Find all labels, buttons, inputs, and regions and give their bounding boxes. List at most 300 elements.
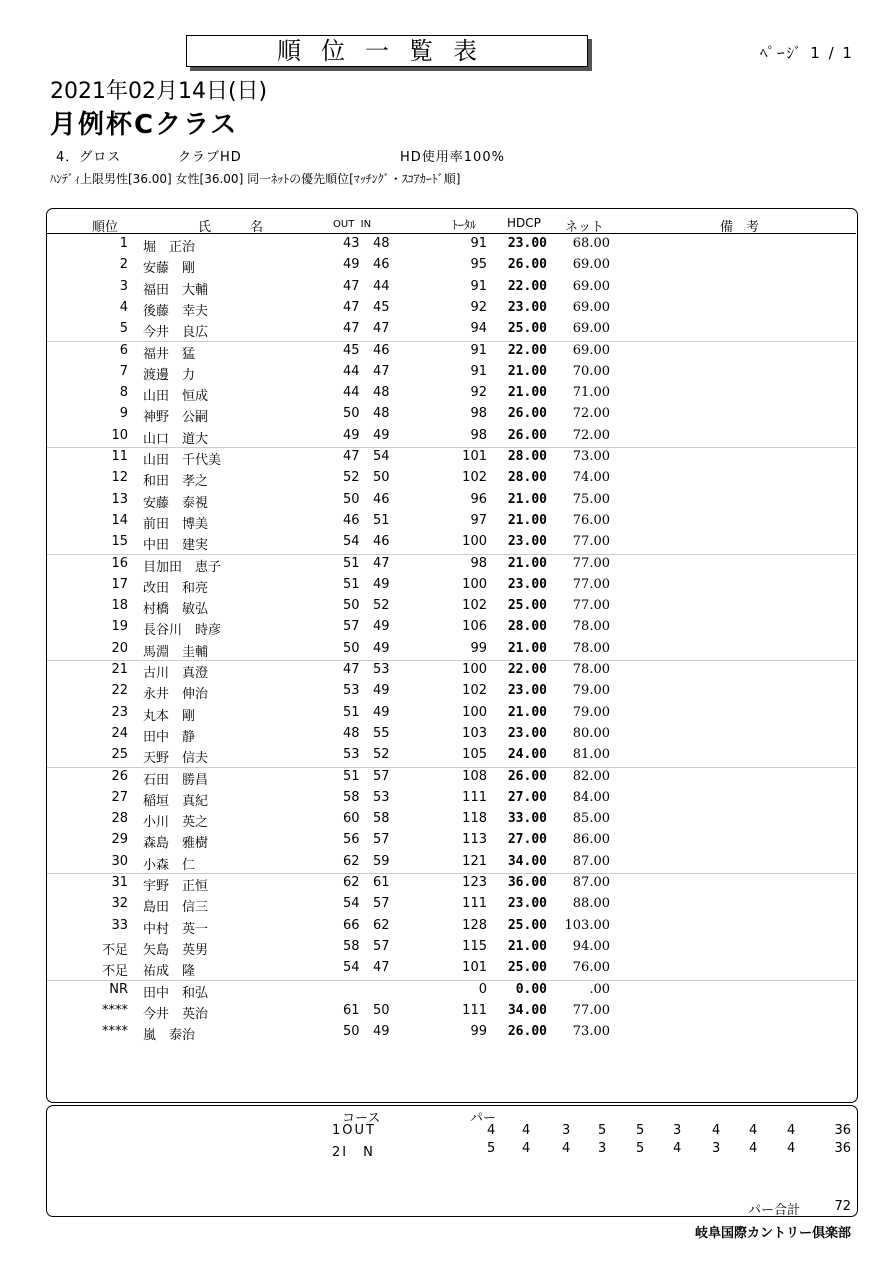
cell-rank: 11 [111,449,128,464]
cell-name: 目加田 恵子 [143,559,222,575]
table-row [0,298,893,319]
cell-name: 今井 英治 [143,1006,209,1022]
cell-rank: 不足 [101,964,128,980]
cell-net: 68.00 [572,236,610,251]
cell-net: 78.00 [572,662,610,677]
cell-hdcp: 33.00 [507,811,547,827]
cell-name: 和田 孝之 [143,474,209,490]
cell-name: 渡邊 力 [143,367,196,383]
cell-name: 小森 仁 [143,857,196,873]
cell-rank: 9 [119,406,128,422]
cell-name: 丸本 剛 [143,708,196,724]
cell-in: 52 [373,598,390,614]
cell-in: 58 [373,811,390,827]
cell-in: 44 [373,278,390,294]
cell-out: 54 [343,534,360,550]
table-row [0,319,893,340]
cell-net: 71.00 [572,385,610,401]
cell-name: 安藤 剛 [143,261,196,277]
cell-in: 47 [373,321,390,337]
cell-in: 49 [373,683,390,699]
cell-in: 61 [373,875,390,890]
col-name-header: 氏 名 [198,220,264,235]
cell-in: 48 [373,406,390,422]
cell-net: 77.00 [572,534,610,550]
cell-rank: 14 [111,512,128,528]
cell-in: 57 [373,768,390,784]
cell-rank: 6 [119,342,128,358]
organization-name: 岐阜国際カントリー倶楽部 [694,1226,851,1241]
hole-par: 4 [712,1123,721,1138]
cell-rank: 23 [111,704,128,720]
col-hdcp-header: HDCP [507,216,541,230]
cell-rank: 3 [119,278,128,294]
cell-rank: 17 [111,576,128,592]
hole-par: 3 [673,1123,682,1138]
cell-hdcp: 21.00 [507,555,547,571]
col-net-header: ネット [565,220,605,235]
col-outin-header: OUT IN [333,219,372,230]
cell-net: 77.00 [572,598,610,614]
cell-out: 45 [343,342,360,358]
cell-name: 堀 正治 [143,240,196,255]
cell-total: 97 [470,512,487,528]
cell-hdcp: 25.00 [507,598,547,614]
cell-net: 72.00 [572,427,610,443]
cell-net: 78.00 [572,619,610,635]
cell-name: 森島 雅樹 [143,836,209,852]
cell-total: 111 [462,789,487,805]
cell-total: 91 [470,278,487,294]
cell-net: 88.00 [572,896,610,912]
cell-name: 後藤 幸夫 [143,303,209,319]
cell-total: 102 [462,470,487,486]
cell-out: 49 [343,257,360,273]
cell-hdcp: 26.00 [507,257,547,273]
cell-name: 村橋 敏弘 [143,602,209,618]
table-row [0,234,893,255]
cell-hdcp: 26.00 [507,406,547,422]
cell-in: 59 [373,853,390,869]
table-row [0,873,893,894]
cell-out: 50 [343,640,360,656]
cell-out: 47 [343,299,360,315]
cell-net: 103.00 [564,917,610,933]
cell-net: 69.00 [572,342,610,358]
cell-name: 中村 英一 [143,921,209,937]
cell-net: 76.00 [572,512,610,528]
cell-in: 53 [373,789,390,805]
col-remarks-header: 備 考 [720,220,760,235]
cell-in: 47 [373,960,390,976]
cell-total: 96 [470,491,487,507]
cell-in: 57 [373,832,390,848]
table-row [0,1001,893,1022]
cell-name: 前田 博美 [143,516,209,532]
cell-name: 安藤 泰視 [143,495,209,511]
cell-rank: 33 [111,917,128,933]
cell-total: 91 [470,342,487,358]
col-total-header: ﾄｰﾀﾙ [452,218,477,232]
cell-name: 今井 良広 [143,325,209,341]
cell-hdcp: 26.00 [507,1024,547,1040]
cell-out: 50 [343,491,360,507]
cell-name: 田中 和弘 [143,985,209,1001]
cell-in: 49 [373,619,390,635]
cell-name: 小川 英之 [143,815,209,831]
cell-total: 100 [462,576,487,592]
cell-out: 50 [343,598,360,614]
cell-hdcp: 21.00 [507,704,547,720]
cell-total: 100 [462,534,487,550]
cell-out: 60 [343,811,360,827]
cell-name: 稲垣 真紀 [143,793,209,809]
cell-in: 51 [373,512,390,528]
cell-total: 92 [470,385,487,401]
cell-hdcp: 23.00 [507,236,547,251]
cell-total: 100 [462,662,487,677]
cell-in: 46 [373,534,390,550]
cell-in: 49 [373,704,390,720]
cell-rank: 18 [111,598,128,614]
page-indicator: ﾍﾟｰｼﾞ 1 / 1 [760,44,854,62]
cell-net: 69.00 [572,278,610,294]
cell-hdcp: 25.00 [507,960,547,976]
cell-rank: 31 [111,875,128,890]
cell-total: 100 [462,704,487,720]
cell-hdcp: 23.00 [507,896,547,912]
class-title: 月例杯Cクラス [50,110,239,140]
cell-net: 85.00 [572,811,610,827]
cell-in: 50 [373,470,390,486]
cell-hdcp: 28.00 [507,470,547,486]
cell-total: 102 [462,683,487,699]
cell-out: 61 [343,1002,360,1018]
cell-net: 79.00 [572,683,610,699]
table-row [0,617,893,638]
cell-hdcp: 23.00 [507,576,547,592]
cell-total: 118 [462,811,487,827]
hole-par: 4 [522,1141,531,1156]
cell-net: 72.00 [572,406,610,422]
par-total-label: パー合計 [748,1203,801,1218]
table-row [0,980,893,1001]
cell-hdcp: 22.00 [507,342,547,358]
hole-par: 4 [562,1141,571,1156]
cell-name: 島田 信三 [143,900,209,916]
table-row [0,468,893,489]
cell-out: 47 [343,449,360,464]
cell-total: 111 [462,896,487,912]
cell-in: 46 [373,257,390,273]
table-row [0,894,893,915]
cell-rank: 22 [111,683,128,699]
hole-par: 4 [673,1141,682,1156]
cell-name: 永井 伸治 [143,687,209,703]
hole-par: 4 [522,1123,531,1138]
cell-net: 73.00 [572,449,610,464]
cell-out: 52 [343,470,360,486]
cell-out: 54 [343,896,360,912]
table-row [0,639,893,660]
cell-net: 87.00 [572,853,610,869]
table-row [0,341,893,362]
cell-total: 91 [470,236,487,251]
cell-total: 0 [478,981,487,997]
hole-par: 5 [598,1123,607,1138]
cell-name: 馬淵 圭輔 [143,644,209,660]
cell-hdcp: 28.00 [507,449,547,464]
table-row [0,724,893,745]
table-row [0,788,893,809]
cell-net: 76.00 [572,960,610,976]
par-label: パー [470,1111,497,1126]
cell-net: 81.00 [572,747,610,763]
cell-out: 50 [343,1024,360,1040]
cell-hdcp: 22.00 [507,662,547,677]
cell-name: 山田 千代美 [143,453,222,468]
table-row [0,255,893,276]
cell-net: 73.00 [572,1024,610,1040]
cell-out: 58 [343,938,360,954]
table-row [0,596,893,617]
cell-total: 111 [462,1002,487,1018]
table-row [0,426,893,447]
table-row [0,852,893,873]
table-row [0,809,893,830]
course-par-box [46,1105,858,1217]
cell-in: 49 [373,640,390,656]
cell-net: 82.00 [572,768,610,784]
cell-net: 80.00 [572,725,610,741]
cell-total: 98 [470,555,487,571]
cell-hdcp: 25.00 [507,917,547,933]
cell-out: 44 [343,385,360,401]
cell-name: 祐成 隆 [143,964,196,980]
cell-total: 94 [470,321,487,337]
cell-rank: 27 [111,789,128,805]
cell-name: 福井 猛 [143,346,196,362]
cell-rank: 26 [111,768,128,784]
hole-par: 4 [749,1141,758,1156]
cell-in: 45 [373,299,390,315]
hole-par: 3 [712,1141,721,1156]
cell-net: 75.00 [572,491,610,507]
cell-rank: 不足 [101,942,128,958]
score-type: 4．グロス [56,150,122,165]
page-title: 順位一覧表 [186,35,588,67]
cell-name: 山口 道大 [143,431,209,447]
cell-net: 69.00 [572,321,610,337]
cell-name: 田中 静 [143,729,196,745]
hole-par: 4 [787,1123,796,1138]
cell-total: 99 [470,640,487,656]
cell-net: 69.00 [572,299,610,315]
cell-name: 矢島 英男 [143,942,209,958]
table-row [0,447,893,468]
cell-rank: 10 [111,427,128,443]
cell-name: 山田 恒成 [143,389,209,405]
hole-par: 5 [636,1123,645,1138]
cell-hdcp: 26.00 [507,768,547,784]
cell-in: 49 [373,427,390,443]
cell-rank: **** [102,1024,128,1040]
cell-total: 99 [470,1024,487,1040]
cell-out: 51 [343,768,360,784]
cell-net: 84.00 [572,789,610,805]
cell-net: 78.00 [572,640,610,656]
cell-net: 86.00 [572,832,610,848]
cell-out: 49 [343,427,360,443]
cell-total: 115 [462,938,487,954]
table-row [0,958,893,979]
cell-rank: 7 [119,363,128,379]
cell-hdcp: 22.00 [507,278,547,294]
cell-in: 46 [373,491,390,507]
cell-net: 77.00 [572,555,610,571]
cell-hdcp: 0.00 [515,981,547,997]
cell-hdcp: 24.00 [507,747,547,763]
cell-name: 嵐 泰治 [143,1028,196,1044]
cell-hdcp: 23.00 [507,299,547,315]
hole-par: 5 [636,1141,645,1156]
hd-type: クラブHD [178,150,242,165]
cell-out: 47 [343,321,360,337]
cell-rank: NR [109,981,128,997]
cell-hdcp: 28.00 [507,619,547,635]
cell-net: 94.00 [572,938,610,954]
course-label: コース [342,1111,381,1126]
cell-rank: 12 [111,470,128,486]
cell-in: 48 [373,385,390,401]
cell-rank: 16 [111,555,128,571]
cell-net: 77.00 [572,576,610,592]
event-date: 2021年02月14日(日) [50,79,268,104]
cell-in: 57 [373,938,390,954]
hole-par: 3 [598,1141,607,1156]
cell-out: 46 [343,512,360,528]
cell-hdcp: 27.00 [507,789,547,805]
cell-hdcp: 25.00 [507,321,547,337]
cell-out: 53 [343,747,360,763]
table-row [0,703,893,724]
cell-rank: 2 [119,257,128,273]
cell-total: 91 [470,363,487,379]
cell-total: 105 [462,747,487,763]
table-row [0,937,893,958]
cell-name: 古川 真澄 [143,666,209,681]
cell-in: 50 [373,1002,390,1018]
cell-in: 52 [373,747,390,763]
course-par-total: 36 [834,1123,851,1138]
table-row [0,277,893,298]
cell-in: 55 [373,725,390,741]
cell-out: 47 [343,278,360,294]
cell-total: 128 [462,917,487,933]
cell-rank: 29 [111,832,128,848]
cell-name: 福田 大輔 [143,282,209,298]
cell-out: 43 [343,236,360,251]
cell-hdcp: 27.00 [507,832,547,848]
table-row [0,511,893,532]
cell-hdcp: 21.00 [507,938,547,954]
cell-total: 123 [462,875,487,890]
cell-name: 改田 和亮 [143,580,209,596]
cell-rank: **** [102,1002,128,1018]
hole-par: 4 [749,1123,758,1138]
cell-out: 44 [343,363,360,379]
cell-name: 宇野 正恒 [143,879,209,894]
cell-total: 113 [462,832,487,848]
cell-rank: 5 [119,321,128,337]
cell-hdcp: 23.00 [507,534,547,550]
cell-out: 51 [343,555,360,571]
cell-total: 106 [462,619,487,635]
cell-out: 62 [343,853,360,869]
cell-hdcp: 23.00 [507,683,547,699]
table-row [0,383,893,404]
table-row [0,362,893,383]
cell-total: 95 [470,257,487,273]
cell-total: 108 [462,768,487,784]
cell-net: 87.00 [572,875,610,890]
table-row [0,490,893,511]
cell-hdcp: 36.00 [507,875,547,890]
cell-rank: 15 [111,534,128,550]
cell-out: 66 [343,917,360,933]
cell-rank: 13 [111,491,128,507]
cell-hdcp: 21.00 [507,491,547,507]
cell-out: 58 [343,789,360,805]
cell-total: 92 [470,299,487,315]
cell-hdcp: 34.00 [507,853,547,869]
cell-total: 98 [470,406,487,422]
cell-in: 47 [373,555,390,571]
hole-par: 4 [487,1123,496,1138]
cell-hdcp: 21.00 [507,385,547,401]
cell-in: 47 [373,363,390,379]
cell-rank: 4 [119,299,128,315]
cell-rank: 28 [111,811,128,827]
cell-hdcp: 26.00 [507,427,547,443]
table-row [0,745,893,766]
par-total-value: 72 [834,1199,851,1214]
cell-rank: 24 [111,725,128,741]
col-rank-header: 順位 [92,220,119,235]
cell-name: 神野 公嗣 [143,410,209,426]
cell-total: 102 [462,598,487,614]
hole-par: 4 [787,1141,796,1156]
cell-out: 54 [343,960,360,976]
table-row [0,767,893,788]
cell-in: 49 [373,576,390,592]
cell-net: 79.00 [572,704,610,720]
cell-total: 98 [470,427,487,443]
cell-rank: 19 [111,619,128,635]
cell-rank: 30 [111,853,128,869]
table-row [0,1022,893,1043]
cell-name: 石田 勝昌 [143,772,209,788]
table-row [0,916,893,937]
cell-in: 54 [373,449,390,464]
cell-name: 長谷川 時彦 [143,623,222,639]
table-row [0,830,893,851]
cell-out: 53 [343,683,360,699]
cell-net: .00 [589,981,610,997]
cell-out: 47 [343,662,360,677]
course-name: 1OUT [332,1123,376,1138]
cell-in: 57 [373,896,390,912]
